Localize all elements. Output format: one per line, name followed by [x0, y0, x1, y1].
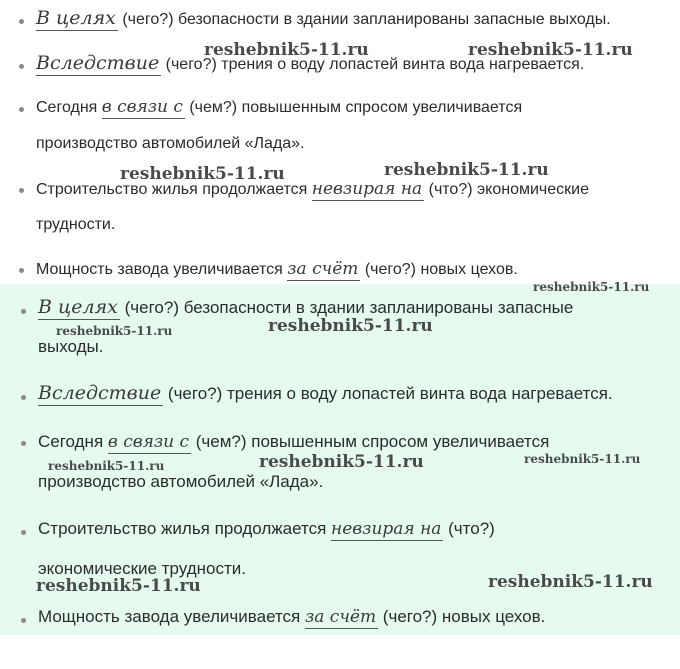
sentence-text: Сегодня: [36, 99, 102, 116]
watermark: reshebnik5-11.ru: [259, 452, 424, 472]
preposition-term: за счёт: [287, 259, 359, 279]
sentence-text: производство автомобилей «Лада».: [36, 135, 305, 152]
watermark: reshebnik5-11.ru: [384, 160, 549, 180]
bullet-icon: [19, 64, 24, 69]
bullet-icon: [19, 268, 24, 273]
bullet-icon: [21, 530, 26, 535]
watermark: reshebnik5-11.ru: [533, 280, 650, 294]
preposition-term: Вследствие: [36, 52, 160, 74]
sentence-text: (чего?) трения о воду лопастей винта вода нагревается.: [163, 384, 613, 403]
watermark: reshebnik5-11.ru: [524, 452, 641, 466]
sentence-text: Мощность завода увеличивается: [38, 607, 305, 626]
preposition-term: Вследствие: [38, 382, 162, 404]
bullet-icon: [21, 309, 26, 314]
watermark: reshebnik5-11.ru: [468, 40, 633, 60]
sentence-text: Сегодня: [38, 432, 108, 451]
bullet-icon: [19, 107, 24, 112]
sentence-text: (чего?) безопасности в здании запланированы запасные выходы.: [117, 11, 611, 28]
preposition-term: невзирая на: [331, 519, 442, 539]
sentence-text: Строительство жилья продолжается: [38, 519, 332, 538]
sentence-text: Мощность завода увеличивается: [36, 261, 288, 278]
watermark: reshebnik5-11.ru: [56, 324, 173, 338]
watermark: reshebnik5-11.ru: [36, 576, 201, 596]
bullet-icon: [21, 441, 26, 446]
watermark: reshebnik5-11.ru: [120, 164, 285, 184]
sentence-text: (чем?) повышенным спросом увеличивается: [184, 99, 523, 116]
sentence-text: Строительство жилья продолжается: [36, 181, 312, 198]
preposition-term: в связи с: [107, 432, 190, 452]
sentence-text: (чего?) безопасности в здании запланированы запасные: [119, 298, 574, 317]
watermark: reshebnik5-11.ru: [204, 40, 369, 60]
sentence-text: (что?) экономические: [424, 181, 589, 198]
preposition-term: В целях: [36, 7, 116, 29]
preposition-term: в связи с: [101, 97, 183, 117]
bullet-icon: [19, 19, 24, 24]
bullet-icon: [21, 395, 26, 400]
sentence-text: трудности.: [36, 216, 116, 233]
sentence-text: экономические трудности.: [38, 559, 246, 578]
sentence-text: (что?): [443, 519, 495, 538]
bullet-icon: [19, 188, 24, 193]
preposition-term: невзирая на: [311, 179, 423, 199]
bullet-icon: [21, 618, 26, 623]
watermark: reshebnik5-11.ru: [268, 316, 433, 336]
preposition-term: В целях: [38, 296, 118, 318]
watermark: reshebnik5-11.ru: [488, 572, 653, 592]
sentence-text: (чего?) новых цехов.: [360, 261, 518, 278]
sentence-text: (чем?) повышенным спросом увеличивается: [191, 432, 550, 451]
watermark: reshebnik5-11.ru: [48, 459, 165, 473]
preposition-term: за счёт: [304, 607, 377, 627]
sentence-text: производство автомобилей «Лада».: [38, 472, 324, 491]
sentence-text: выходы.: [38, 337, 104, 356]
sentence-text: (чего?) новых цехов.: [378, 607, 546, 626]
sentence-text: (чего?) трения о воду лопастей винта вода нагревается.: [161, 56, 585, 73]
